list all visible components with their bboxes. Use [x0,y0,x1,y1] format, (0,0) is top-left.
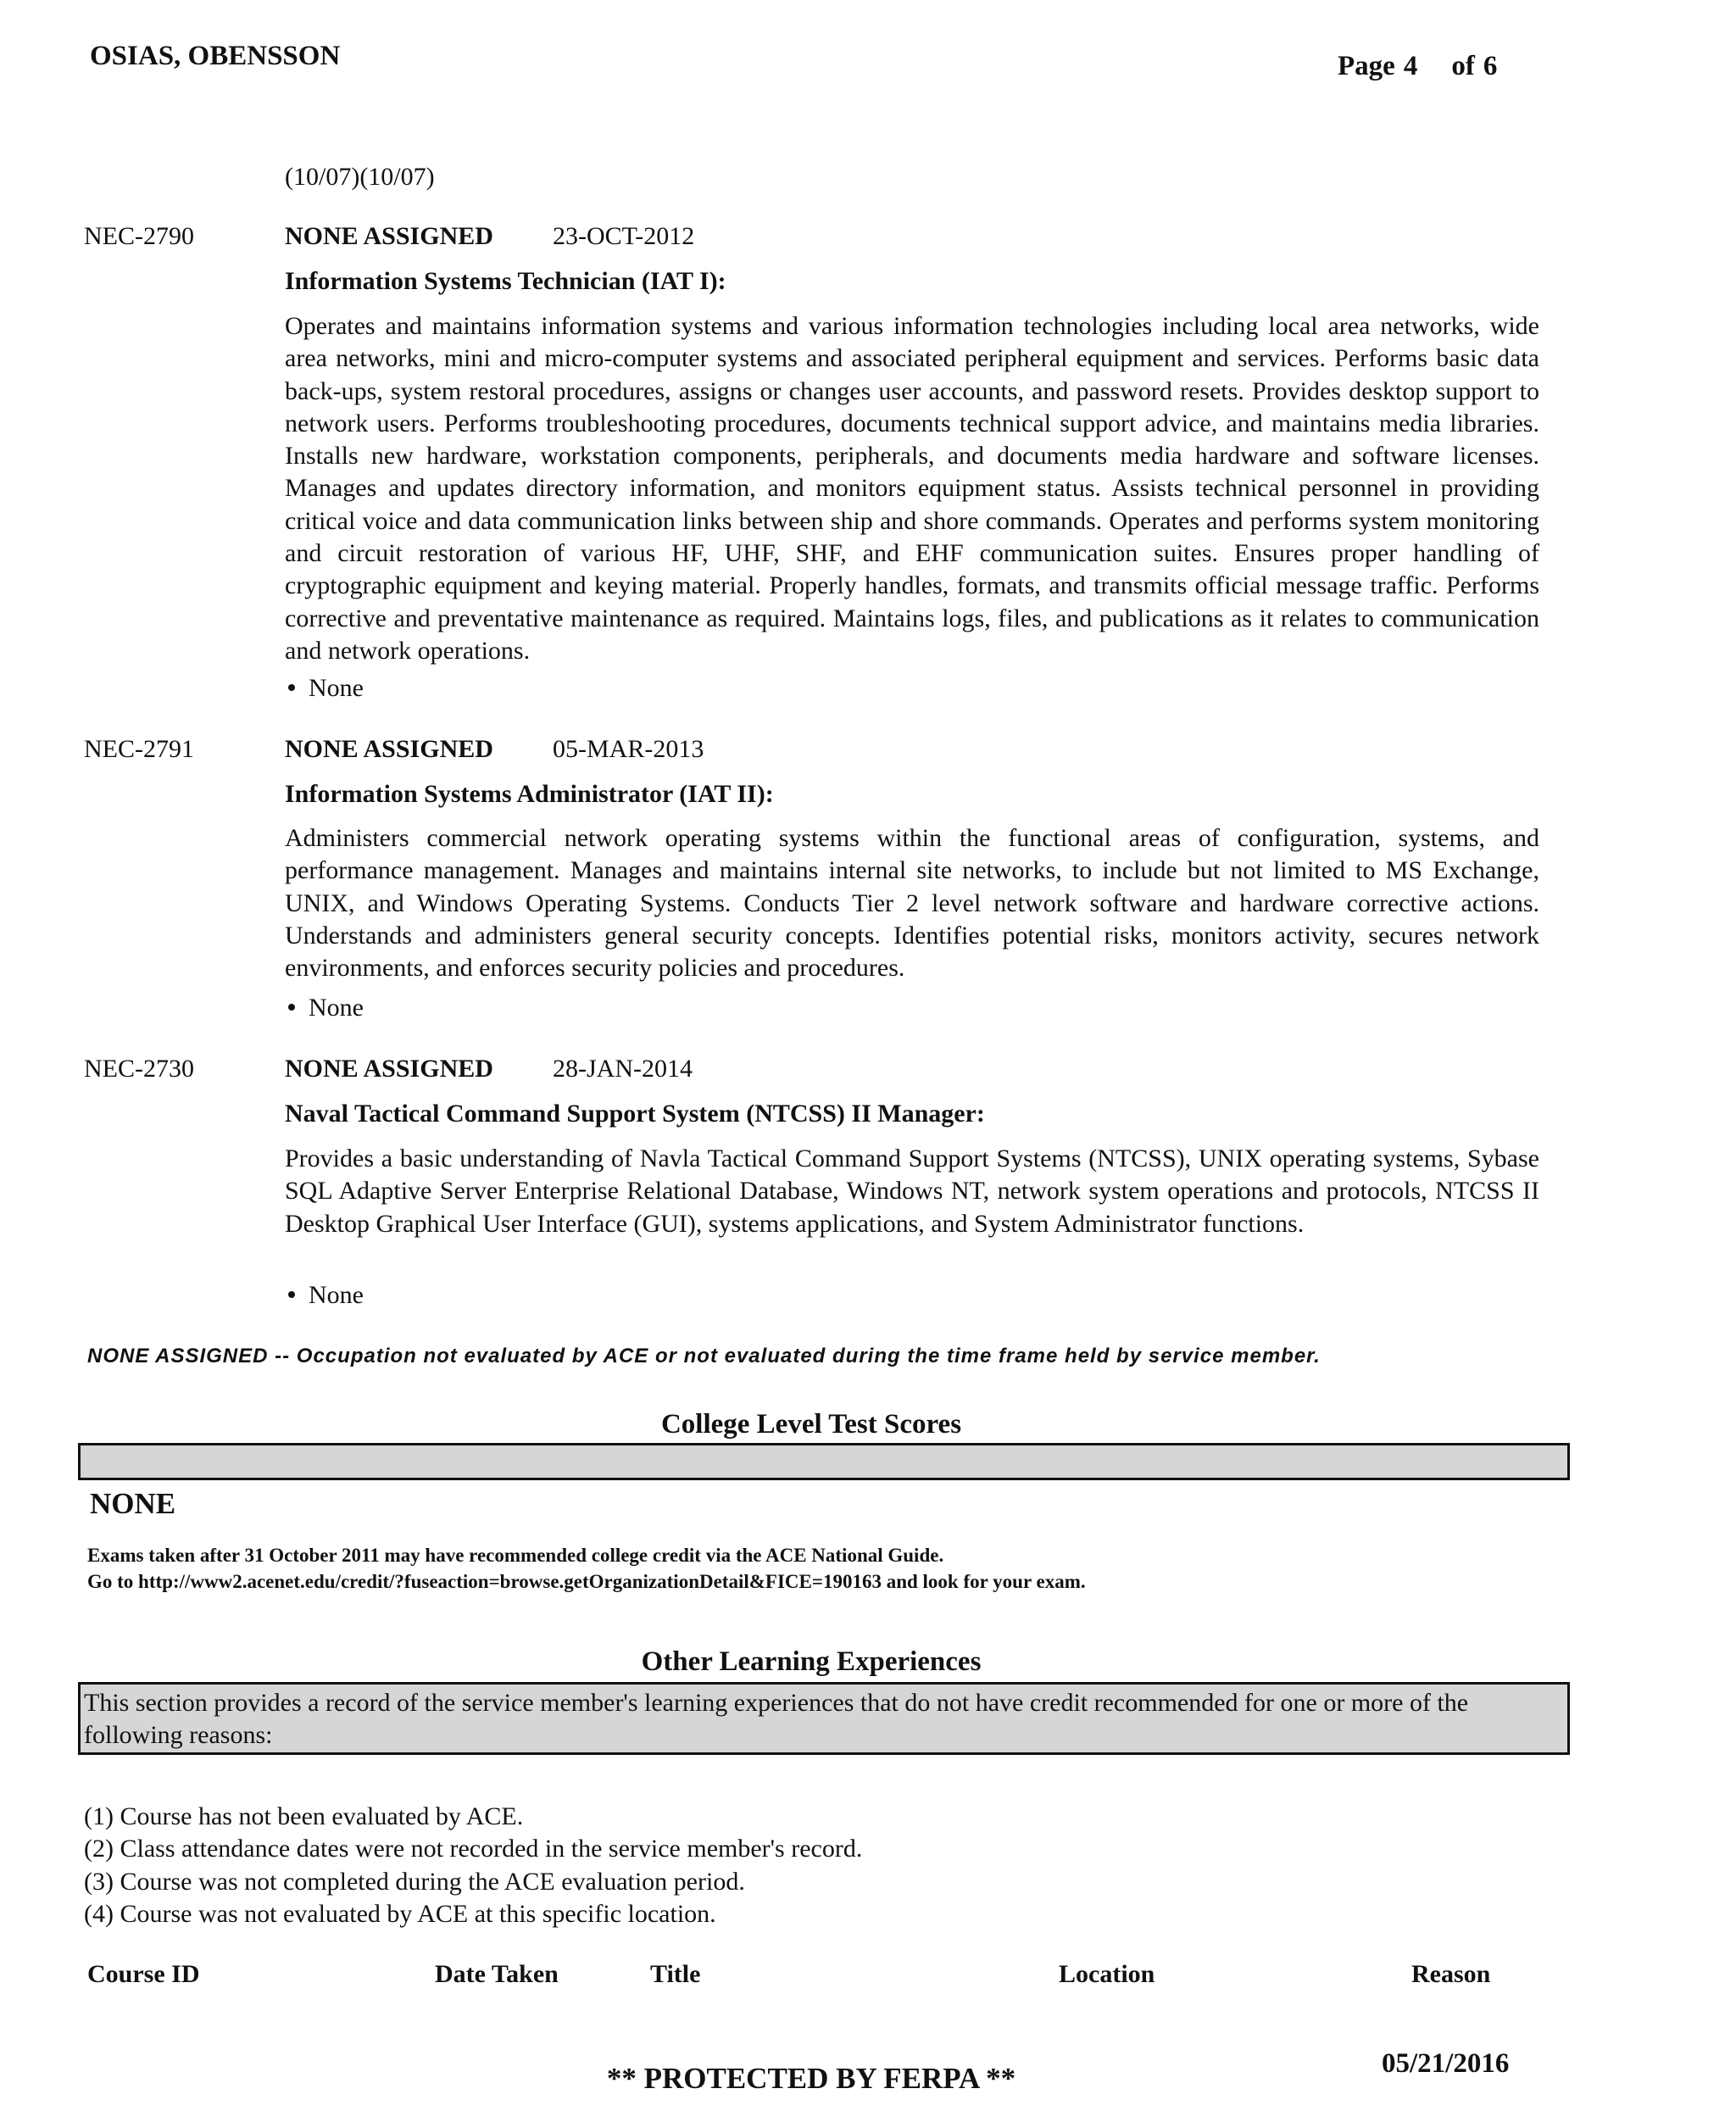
page-number: 4 [1403,51,1418,81]
nec-date: 28-JAN-2014 [553,1055,693,1083]
status-label: NONE ASSIGNED [285,222,493,250]
of-label: of [1451,51,1475,81]
section-title-ole: Other Learning Experiences [641,1646,982,1677]
ole-description: This section provides a record of the service member's learning experiences that do not have credit recommended for one or more of the following reasons: [84,1689,1469,1749]
footer-date: 05/21/2016 [1382,2048,1510,2079]
footnote: NONE ASSIGNED -- Occupation not evaluated by ACE or not evaluated during the time frame held by service member. [87,1345,1321,1367]
nec-title: Information Systems Technician (IAT I): [285,267,726,295]
ferpa-notice: ** PROTECTED BY FERPA ** [606,2062,1016,2095]
column-header-reason: Reason [1411,1960,1491,1988]
nec-description: Administers commercial network operating systems within the functional areas of configuration, systems, and performance management. Manages and maintains internal site networks, to include but not limited to MS Exchange, UNIX, and Windows Operating Systems. Conducts Tier 2 level network software and hardware corrective actions. Understands and administers general security concepts. Identifies potential risks, monitors activity, secures network environments, and enforces security policies and procedures. [285,824,1539,983]
nec-description: Operates and maintains information systems and various information technologies including local area networks, wide area networks, mini and micro-computer systems and associated peripheral equipment and services. Performs basic data back-ups, system restoral procedures, assigns or changes user accounts, and password resets. Provides desktop support to network users. Performs troubleshooting procedures, documents technical support advice, and maintains media libraries. Installs new hardware, workstation components, peripherals, and documents media hardware and software licenses. Manages and updates directory information, and monitors equipment status. Assists technical personnel in providing critical voice and data communication links between ship and shore commands. Operates and performs system monitoring and circuit restoration of various HF, UHF, SHF, and EHF communication suites. Ensures proper handling of cryptographic equipment and keying material. Properly handles, formats, and transmits official message traffic. Performs corrective and preventative maintenance as required. Maintains logs, files, and publications as it relates to communication and network operations. [285,312,1539,665]
exam-note-1: Exams taken after 31 October 2011 may have recommended college credit via the ACE National Guide. [87,1545,944,1566]
column-header-course-id: Course ID [87,1960,200,1988]
list-item: (4) Course was not evaluated by ACE at this specific location. [84,1899,716,1928]
section-title-clts: College Level Test Scores [660,1409,962,1440]
page-indicator [1338,51,1505,82]
list-item [285,1281,364,1310]
nec-date: 05-MAR-2013 [553,735,704,763]
reasons-list [84,1801,862,1930]
bullet-icon [288,1004,295,1011]
page-label: Page [1338,51,1395,81]
nec-code: NEC-2790 [84,222,194,250]
student-name: OSIAS, OBENSSON [90,41,341,71]
bullet-text: None [309,1281,364,1309]
list-item [285,674,364,703]
column-header-title: Title [650,1960,701,1988]
status-label: NONE ASSIGNED [285,735,493,763]
bullet-icon [288,684,295,691]
status-label: NONE ASSIGNED [285,1055,493,1083]
nec-title: Naval Tactical Command Support System (NTCSS) II Manager: [285,1100,985,1128]
list-item: (1) Course has not been evaluated by ACE. [84,1802,524,1830]
nec-title: Information Systems Administrator (IAT II): [285,780,774,808]
column-header-date-taken: Date Taken [435,1960,559,1988]
top-dates: (10/07)(10/07) [285,163,435,191]
clts-header-bar [78,1443,1570,1480]
bullet-text: None [309,674,364,702]
list-item: (2) Class attendance dates were not recorded in the service member's record. [84,1835,863,1863]
clts-value: NONE [90,1487,176,1520]
list-item [285,994,364,1022]
column-header-location: Location [1059,1960,1155,1988]
bullet-text: None [309,994,364,1022]
list-item: (3) Course was not completed during the ACE evaluation period. [84,1867,745,1896]
nec-description: Provides a basic understanding of Navla Tactical Command Support Systems (NTCSS), UNIX operating systems, Sybase SQL Adaptive Server Enterprise Relational Database, Windows NT, network system operations and protocols, NTCSS II Desktop Graphical User Interface (GUI), systems applications, and System Administrator functions. [285,1145,1539,1238]
bullet-icon [288,1291,295,1298]
nec-date: 23-OCT-2012 [553,222,695,250]
page-total: 6 [1483,51,1498,81]
nec-code: NEC-2730 [84,1055,194,1083]
exam-note-2: Go to http://www2.acenet.edu/credit/?fuseaction=browse.getOrganizationDetail&FICE=190163 and look for your exam. [87,1571,1086,1592]
nec-code: NEC-2791 [84,735,194,763]
